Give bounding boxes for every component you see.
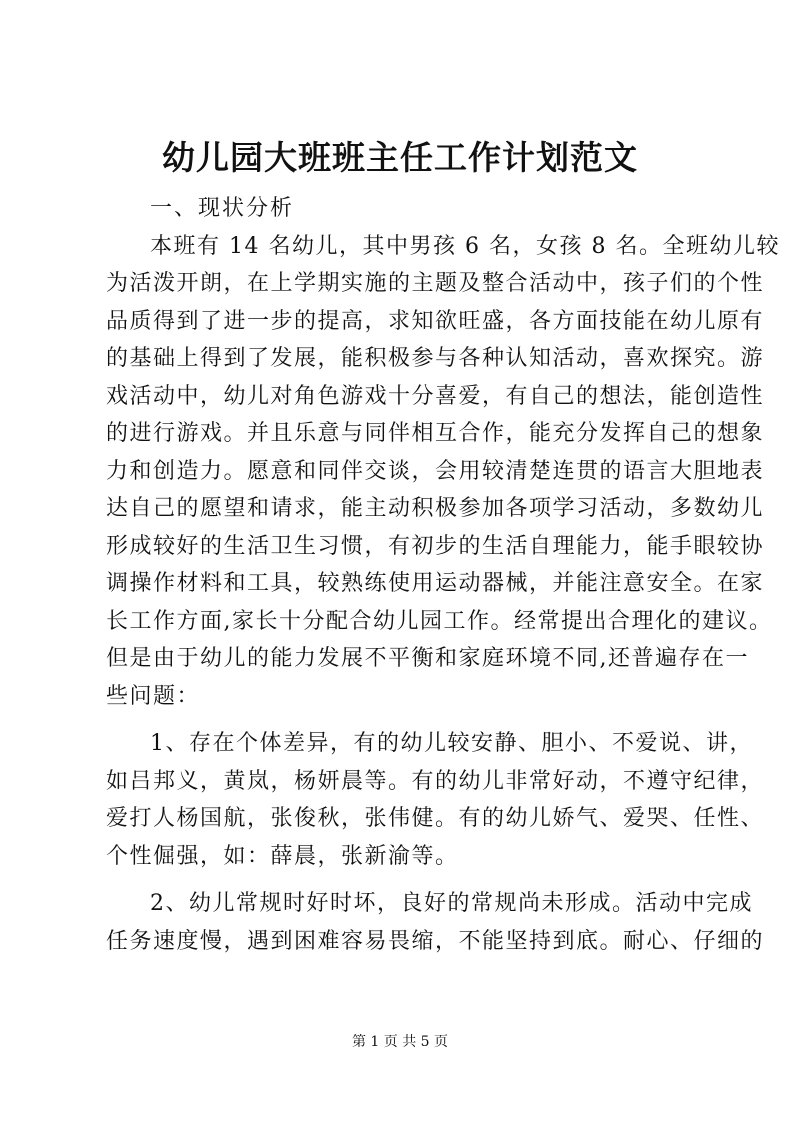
paragraph-line: 的基础上得到了发展，能积极参与各种认知活动，喜欢探究。游 xyxy=(106,346,765,371)
paragraph-individual-differences xyxy=(106,725,765,875)
paragraph-routines xyxy=(106,885,765,960)
paragraph-line: 力和创造力。愿意和同伴交谈，会用较清楚连贯的语言大胆地表 xyxy=(106,458,765,484)
paragraph-line: 品质得到了进一步的提高，求知欲旺盛，各方面技能在幼儿原有 xyxy=(106,308,765,334)
paragraph-gap xyxy=(106,715,716,725)
paragraph-line: 戏活动中，幼儿对角色游戏十分喜爱，有自己的想法，能创造性 xyxy=(106,383,765,409)
paragraph-line: 达自己的愿望和请求，能主动积极参加各项学习活动，多数幼儿 xyxy=(106,496,765,521)
paragraph-line: 爱打人杨国航，张俊秋，张伟健。有的幼儿娇气、爱哭、任性、 xyxy=(106,806,765,831)
page-footer: 第 1 页 共 5 页 xyxy=(351,1034,449,1050)
section-heading: 一、现状分析 xyxy=(150,196,295,221)
paragraph-line: 但是由于幼儿的能力发展不平衡和家庭环境不同,还普遍存在一 xyxy=(106,646,749,671)
document-body xyxy=(106,190,780,960)
paragraph-line: 长工作方面,家长十分配合幼儿园工作。经常提出合理化的建议。 xyxy=(106,608,773,634)
paragraph-line: 如吕邦义，黄岚，杨妍晨等。有的幼儿非常好动，不遵守纪律， xyxy=(106,768,765,794)
paragraph-line: 1、存在个体差异，有的幼儿较安静、胆小、不爱说、讲， xyxy=(150,731,753,756)
paragraph-line: 形成较好的生活卫生习惯，有初步的生活自理能力，能手眼较协 xyxy=(106,533,765,559)
paragraph-line: 为活泼开朗，在上学期实施的主题及整合活动中，孩子们的个性 xyxy=(106,271,765,296)
document-title: 幼儿园大班班主任工作计划范文 xyxy=(162,138,638,177)
paragraph-line: 任务速度慢，遇到困难容易畏缩，不能坚持到底。耐心、仔细的 xyxy=(106,928,765,954)
paragraph-line: 调操作材料和工具，较熟练使用运动器械，并能注意安全。在家 xyxy=(106,571,765,596)
paragraph-gap xyxy=(106,875,716,885)
paragraph-line: 的进行游戏。并且乐意与同伴相互合作，能充分发挥自己的想象 xyxy=(106,421,765,446)
paragraph-line: 个性倔强，如：薛晨，张新渝等。 xyxy=(106,843,459,869)
paragraph-line: 2、幼儿常规时好时坏，良好的常规尚未形成。活动中完成 xyxy=(150,891,753,916)
paragraph-status-analysis xyxy=(106,228,780,716)
paragraph-line: 本班有 14 名幼儿，其中男孩 6 名，女孩 8 名。全班幼儿较 xyxy=(150,233,780,259)
paragraph-line: 些问题： xyxy=(106,683,201,709)
